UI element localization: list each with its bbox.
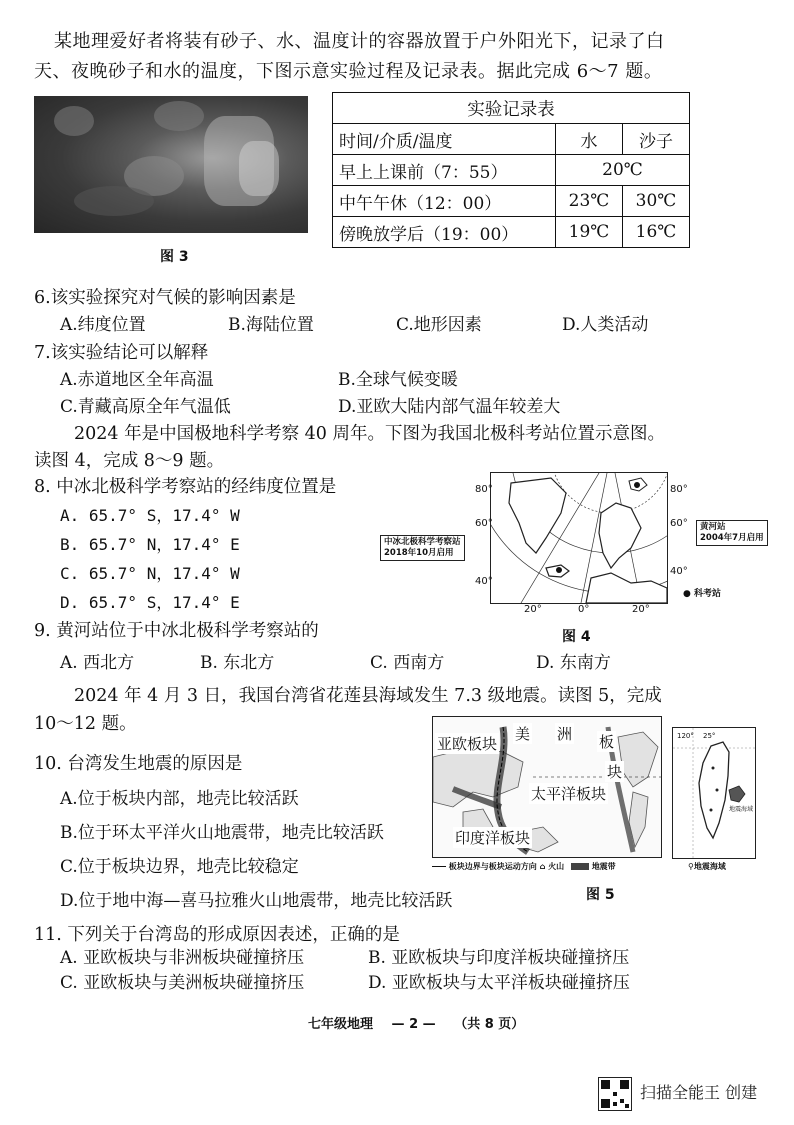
water-value: 19℃ <box>556 217 623 248</box>
experiment-record-table <box>332 92 690 248</box>
lon-label: 20° <box>524 604 542 615</box>
q7-option-a: A.赤道地区全年高温 <box>60 370 214 390</box>
inset-lon-label: 120° <box>677 732 694 740</box>
question-8-stem: 8. 中冰北极科学考察站的经纬度位置是 <box>34 477 337 497</box>
q10-option-b: B.位于环太平洋火山地震带，地壳比较活跃 <box>60 823 384 843</box>
water-value: 23℃ <box>556 186 623 217</box>
lon-label: 20° <box>632 604 650 615</box>
q7-option-c: C.青藏高原全年气温低 <box>60 397 231 417</box>
q6-option-c: C.地形因素 <box>396 315 482 335</box>
question-11-stem: 11. 下列关于台湾岛的形成原因表述，正确的是 <box>34 925 400 945</box>
lon-label: 0° <box>578 604 590 615</box>
q9-option-d: D. 东南方 <box>536 653 611 673</box>
indian-ocean-plate-label: 印度洋板块 <box>455 829 531 847</box>
intro-paragraph-1-line2: 天、夜晚砂子和水的温度，下图示意实验过程及记录表。据此完成 6～7 题。 <box>34 61 663 82</box>
row-merged-value: 20℃ <box>556 155 690 186</box>
header-cell: 时间/介质/温度 <box>333 124 556 155</box>
american-plate-label-1: 美 <box>515 725 531 743</box>
taiwan-inset-graphic <box>673 728 755 858</box>
intro-paragraph-2-line2: 读图 4，完成 8～9 题。 <box>34 451 225 471</box>
question-6-stem: 6.该实验探究对气候的影响因素是 <box>34 288 296 308</box>
question-7-stem: 7.该实验结论可以解释 <box>34 343 209 363</box>
callout-line: 黄河站 <box>700 522 726 532</box>
experiment-photo <box>34 96 308 233</box>
q9-option-a: A. 西北方 <box>60 653 135 673</box>
q10-option-a: A.位于板块内部，地壳比较活跃 <box>60 789 299 809</box>
eurasian-plate-label: 亚欧板块 <box>437 735 498 753</box>
table-header-row <box>333 124 690 155</box>
q11-option-c: C. 亚欧板块与美洲板块碰撞挤压 <box>60 973 305 993</box>
legend-belt-text: 地震带 <box>591 862 616 871</box>
qr-code-icon <box>598 1077 632 1111</box>
arctic-map-graphic <box>491 473 667 603</box>
american-plate-label-4: 块 <box>607 763 623 781</box>
lat-label: 40° <box>475 576 493 587</box>
lat-label: 40° <box>670 566 688 577</box>
taiwan-inset-map <box>672 727 756 859</box>
q7-option-b: B.全球气候变暖 <box>338 370 458 390</box>
pacific-plate-label: 太平洋板块 <box>531 785 607 803</box>
question-9-stem: 9. 黄河站位于中冰北极科学考察站的 <box>34 621 319 641</box>
inset-earthquake-area-label: 地震海域 <box>729 806 754 813</box>
q11-option-a: A. 亚欧板块与非洲板块碰撞挤压 <box>60 948 305 968</box>
sand-value: 16℃ <box>623 217 690 248</box>
header-cell: 水 <box>556 124 623 155</box>
footer-subject: 七年级地理 <box>308 1017 374 1032</box>
row-label: 早上上课前（7：55） <box>333 155 556 186</box>
intro-paragraph-2-line1: 2024 年是中国极地科学考察 40 周年。下图为我国北极科考站位置示意图。 <box>74 424 665 444</box>
q9-option-b: B. 东北方 <box>200 653 275 673</box>
figure-4-caption: 图 4 <box>562 629 591 645</box>
q6-option-d: D.人类活动 <box>562 315 649 335</box>
q6-option-a: A.纬度位置 <box>60 315 146 335</box>
table-title: 实验记录表 <box>333 93 690 124</box>
zhongbing-station-callout <box>380 535 465 561</box>
q10-option-d: D.位于地中海—喜马拉雅火山地震带，地壳比较活跃 <box>60 891 453 911</box>
intro-paragraph-3-line2: 10～12 题。 <box>34 714 137 734</box>
location-pin-icon: ⚲ <box>688 862 694 871</box>
american-plate-label-3: 板 <box>599 733 615 751</box>
footer-total-pages: （共 8 页） <box>454 1017 525 1032</box>
header-cell: 沙子 <box>623 124 690 155</box>
intro-paragraph-1-line1: 某地理爱好者将装有砂子、水、温度计的容器放置于户外阳光下，记录了白 <box>54 31 665 52</box>
q11-option-d: D. 亚欧板块与太平洋板块碰撞挤压 <box>368 973 630 993</box>
q8-option-c: C. 65.7° N，17.4° W <box>60 564 240 583</box>
callout-line: 2004年7月启用 <box>700 533 764 543</box>
table-row <box>333 186 690 217</box>
sand-value: 30℃ <box>623 186 690 217</box>
q8-option-d: D. 65.7° S，17.4° E <box>60 593 240 612</box>
q8-option-b: B. 65.7° N，17.4° E <box>60 535 240 554</box>
callout-line: 中冰北极科学考察站 <box>384 537 461 547</box>
arctic-station-map <box>490 472 668 604</box>
inset-lat-label: 25° <box>703 732 716 740</box>
scanner-watermark: 扫描全能王 创建 <box>640 1083 758 1102</box>
row-label: 中午午休（12：00） <box>333 186 556 217</box>
lat-label: 60° <box>475 518 493 529</box>
q10-option-c: C.位于板块边界，地壳比较稳定 <box>60 857 299 877</box>
lat-label: 60° <box>670 518 688 529</box>
page-footer <box>308 1013 524 1032</box>
callout-line: 2018年10月启用 <box>384 548 454 558</box>
lat-label: 80° <box>670 484 688 495</box>
q9-option-c: C. 西南方 <box>370 653 445 673</box>
huanghe-station-callout <box>696 520 768 546</box>
row-label: 傍晚放学后（19：00） <box>333 217 556 248</box>
q6-option-b: B.海陆位置 <box>228 315 314 335</box>
figure-3-caption: 图 3 <box>160 249 189 265</box>
map-legend-station: ● 科考站 <box>683 589 721 599</box>
footer-page-number: — 2 — <box>391 1017 436 1032</box>
huanghe-station-dot <box>634 482 640 488</box>
figure-5-caption: 图 5 <box>586 887 615 903</box>
plate-map-legend <box>432 861 660 872</box>
american-plate-label-2: 洲 <box>557 725 573 743</box>
legend-text: 板块边界与板块运动方向 ⌂ 火山 <box>448 862 565 871</box>
q11-option-b: B. 亚欧板块与印度洋板块碰撞挤压 <box>368 948 630 968</box>
plate-boundary-map <box>432 716 662 858</box>
lat-label: 80° <box>475 484 493 495</box>
table-row <box>333 217 690 248</box>
zhongbing-station-dot <box>556 567 562 573</box>
seismic-belt-swatch-icon <box>571 863 589 870</box>
boundary-line-icon <box>432 866 446 867</box>
inset-legend <box>688 861 726 872</box>
table-row <box>333 155 690 186</box>
intro-paragraph-3-line1: 2024 年 4 月 3 日，我国台湾省花莲县海域发生 7.3 级地震。读图 5，完成 <box>74 686 662 706</box>
question-10-stem: 10. 台湾发生地震的原因是 <box>34 754 243 774</box>
q8-option-a: A. 65.7° S，17.4° W <box>60 506 240 525</box>
inset-legend-text: 地震海域 <box>693 862 726 871</box>
q7-option-d: D.亚欧大陆内部气温年较差大 <box>338 397 561 417</box>
